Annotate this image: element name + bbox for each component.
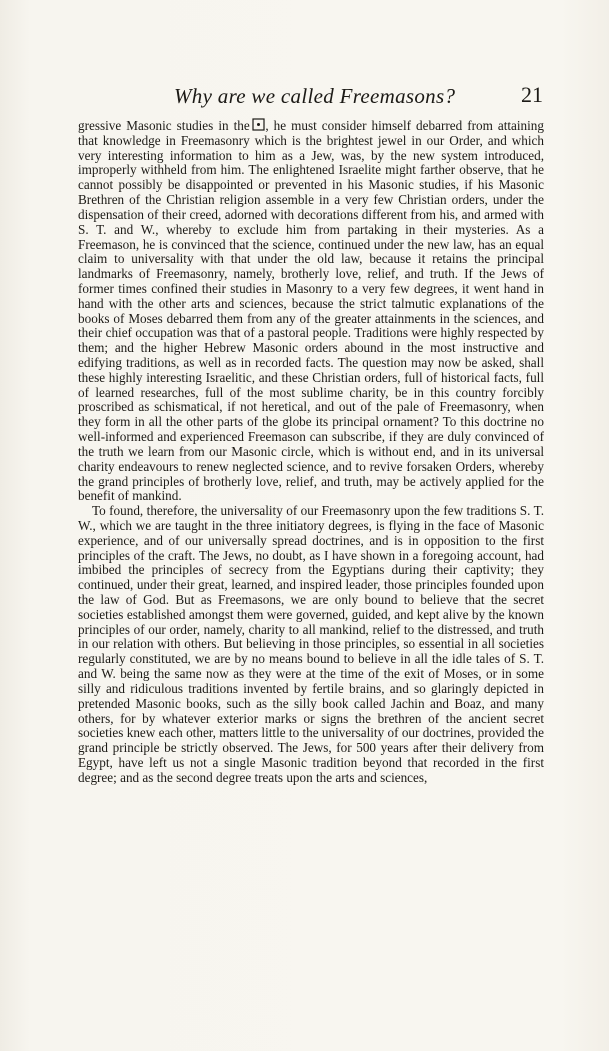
body-text — [78, 118, 544, 786]
square-with-dot-icon — [252, 118, 265, 131]
paragraph-1-start: gressive Masonic studies in the — [78, 118, 250, 133]
paragraph-1 — [78, 118, 544, 504]
paragraph-2: To found, therefore, the universality of our Freemasonry upon the few traditions S. T. W., which we are taught in the three initiatory degrees, is flying in the face of Masonic experience, and of our universally spread doctrines, and is in opposition to the first principles of the craft. The Jews, no doubt, as I have shown in a foregoing account, had imbibed the principles of secrecy from the Egyptians during their captivity; they continued, under their great, learned, and inspired leader, those principles founded upon the law of God. But as Freemasons, we are only bound to believe that the secret societies established amongst them were governed, guided, and kept alive by the known principles of our order, namely, charity to all mankind, relief to the distressed, and truth in our relation with others. But believing in those principles, so essential in all societies regularly constituted, we are by no means bound to believe in all the idle tales of S. T. and W. being the same now as they were at the time of the exit of Moses, or in some silly and ridiculous traditions invented by fertile brains, and so glaringly depicted in pretended Masonic books, such as the silly book called Jachin and Boaz, and many others, for by whatever exterior marks or signs the brethren of the ancient secret societies knew each other, matters little to the universality of our doctrines, provided the grand principle be strictly observed. The Jews, for 500 years after their delivery from Egypt, have left us not a single Masonic tradition beyond that recorded in the first degree; and as the second degree treats upon the arts and sciences, — [78, 503, 544, 785]
page-number: 21 — [521, 82, 543, 107]
paragraph-1-rest: , he must consider himself debarred from attaining that knowledge in Freemasonry which is the brightest jewel in our Order, and which very interesting information to him as a Jew, was, by the new system introduced, improperly withheld from him. The enlightened Israelite might farther observe, that he cannot possibly be disappointed or prevented in his Masonic studies, if his Masonic Brethren of the Christian religion assemble in a very few Christian orders, under the dispensation of their creed, adorned with decorations different from his, and armed with S. T. and W., whereby to exclude him from partaking in their mysteries. As a Freemason, he is convinced that the science, continued under the new law, has an equal claim to universality with that under the old law, because it retains the principal landmarks of Freemasonry, namely, brotherly love, relief, and truth. If the Jews of former times confined their studies in Masonry to a very few degrees, it went hand in hand with the other arts and sciences, because the strict talmutic explanations of the books of Moses debarred them from any of the greater attainments in the sciences, and their chief occupation was that of a pastoral people. Traditions were highly respected by them; and the higher Hebrew Masonic orders abound in the most instructive and edifying traditions, as well as in recorded facts. The question may now be asked, shall these highly interesting Israelitic, and these Christian orders, full of historical facts, full of learned researches, full of the most sublime charity, be in this country forcibly proscribed as schismatical, if not heretical, and out of the pale of Freemasonry, when they form in all the other parts of the globe its principal ornament? To this doctrine no well-informed and experienced Freemason can subscribe, if they are duly convinced of the truth we learn from our Masonic circle, which is without end, and in its universal charity endeavours to renew neglected science, and to revive forsaken Orders, whereby the grand principles of brotherly love, relief, and truth, may be actively applied for the benefit of mankind. — [78, 118, 544, 504]
running-title: Why are we called Freemasons? — [174, 84, 456, 108]
page-header — [78, 82, 543, 108]
